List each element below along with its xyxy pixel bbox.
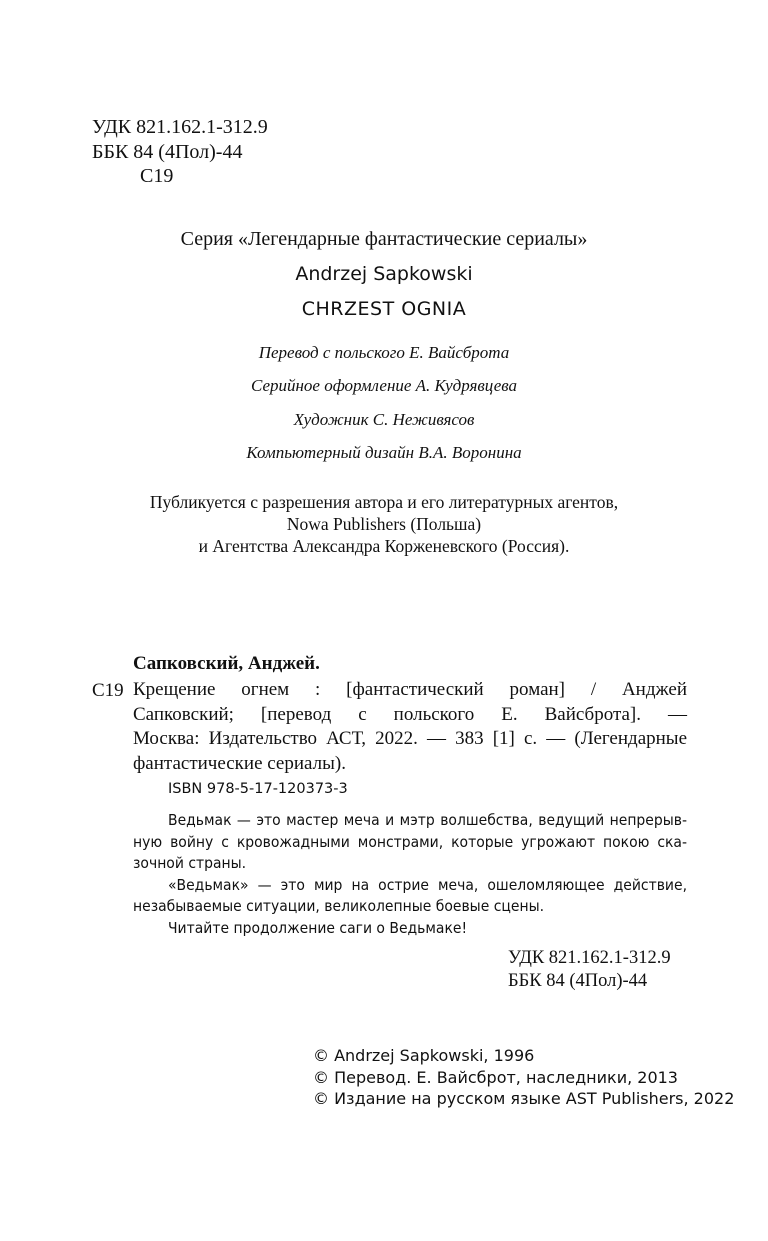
bibliographic-description-line: Крещение огнем : [фантастический роман] / Анджей [133,679,687,700]
original-title: CHRZEST OGNIA [301,298,467,320]
copyright-author: © Andrzej Sapkowski, 1996 [313,1046,535,1065]
artist-credit: Художник С. Неживясов [293,410,475,429]
annotation [133,810,687,939]
isbn: ISBN 978-5-17-120373-3 [168,781,348,797]
copyright-translation: © Перевод. Е. Вайсброт, наследники, 2013 [313,1068,678,1087]
original-author: Andrzej Sapkowski [295,263,473,285]
bibliographic-description-line: Москва: Издательство АСТ, 2022. — 383 [1] с. — (Легендарные [133,728,687,749]
translator-credit: Перевод с польского Е. Вайсброта [258,343,510,362]
bibliographic-author-mark: С19 [92,680,124,701]
bibliographic-heading: Сапковский, Анджей. [133,653,320,674]
bbk-code-top: ББК 84 (4Пол)-44 [92,141,243,163]
annotation-line: ную войну с кровожадными монстрами, которые угрожают покою ска- [133,832,687,851]
bbk-code-bottom: ББК 84 (4Пол)-44 [508,971,648,991]
annotation-line: зочной страны. [133,854,247,872]
rights-notice-line-1: Публикуется с разрешения автора и его литературных агентов, [149,492,619,512]
rights-notice-line-3: и Агентства Александра Корженевского (Россия). [198,536,570,556]
series-design-credit: Серийное оформление А. Кудрявцева [250,376,517,395]
udk-code-bottom: УДК 821.162.1-312.9 [508,948,671,968]
bibliographic-description-line: фантастические сериалы). [133,752,346,774]
bibliographic-description-line: Сапковский; [перевод с польского Е. Вайсброта]. — [133,703,687,725]
udk-code-top: УДК 821.162.1-312.9 [92,116,268,138]
bibliographic-description [133,678,687,776]
copyright-edition: © Издание на русском языке AST Publishers, 2022 [313,1089,735,1108]
rights-notice-line-2: Nowa Publishers (Польша) [286,514,482,534]
annotation-line: незабываемые ситуации, великолепные боевые сцены. [133,897,545,915]
computer-design-credit: Компьютерный дизайн В.А. Воронина [246,443,522,462]
annotation-line: «Ведьмак» — это мир на острие меча, ошеломляющее действие, [168,875,687,894]
annotation-line: Ведьмак — это мастер меча и мэтр волшебства, ведущий непрерыв- [168,811,687,829]
author-mark-top: С19 [140,165,174,187]
annotation-line: Читайте продолжение саги о Ведьмаке! [168,918,468,937]
series-title: Серия «Легендарные фантастические сериалы» [180,228,588,250]
